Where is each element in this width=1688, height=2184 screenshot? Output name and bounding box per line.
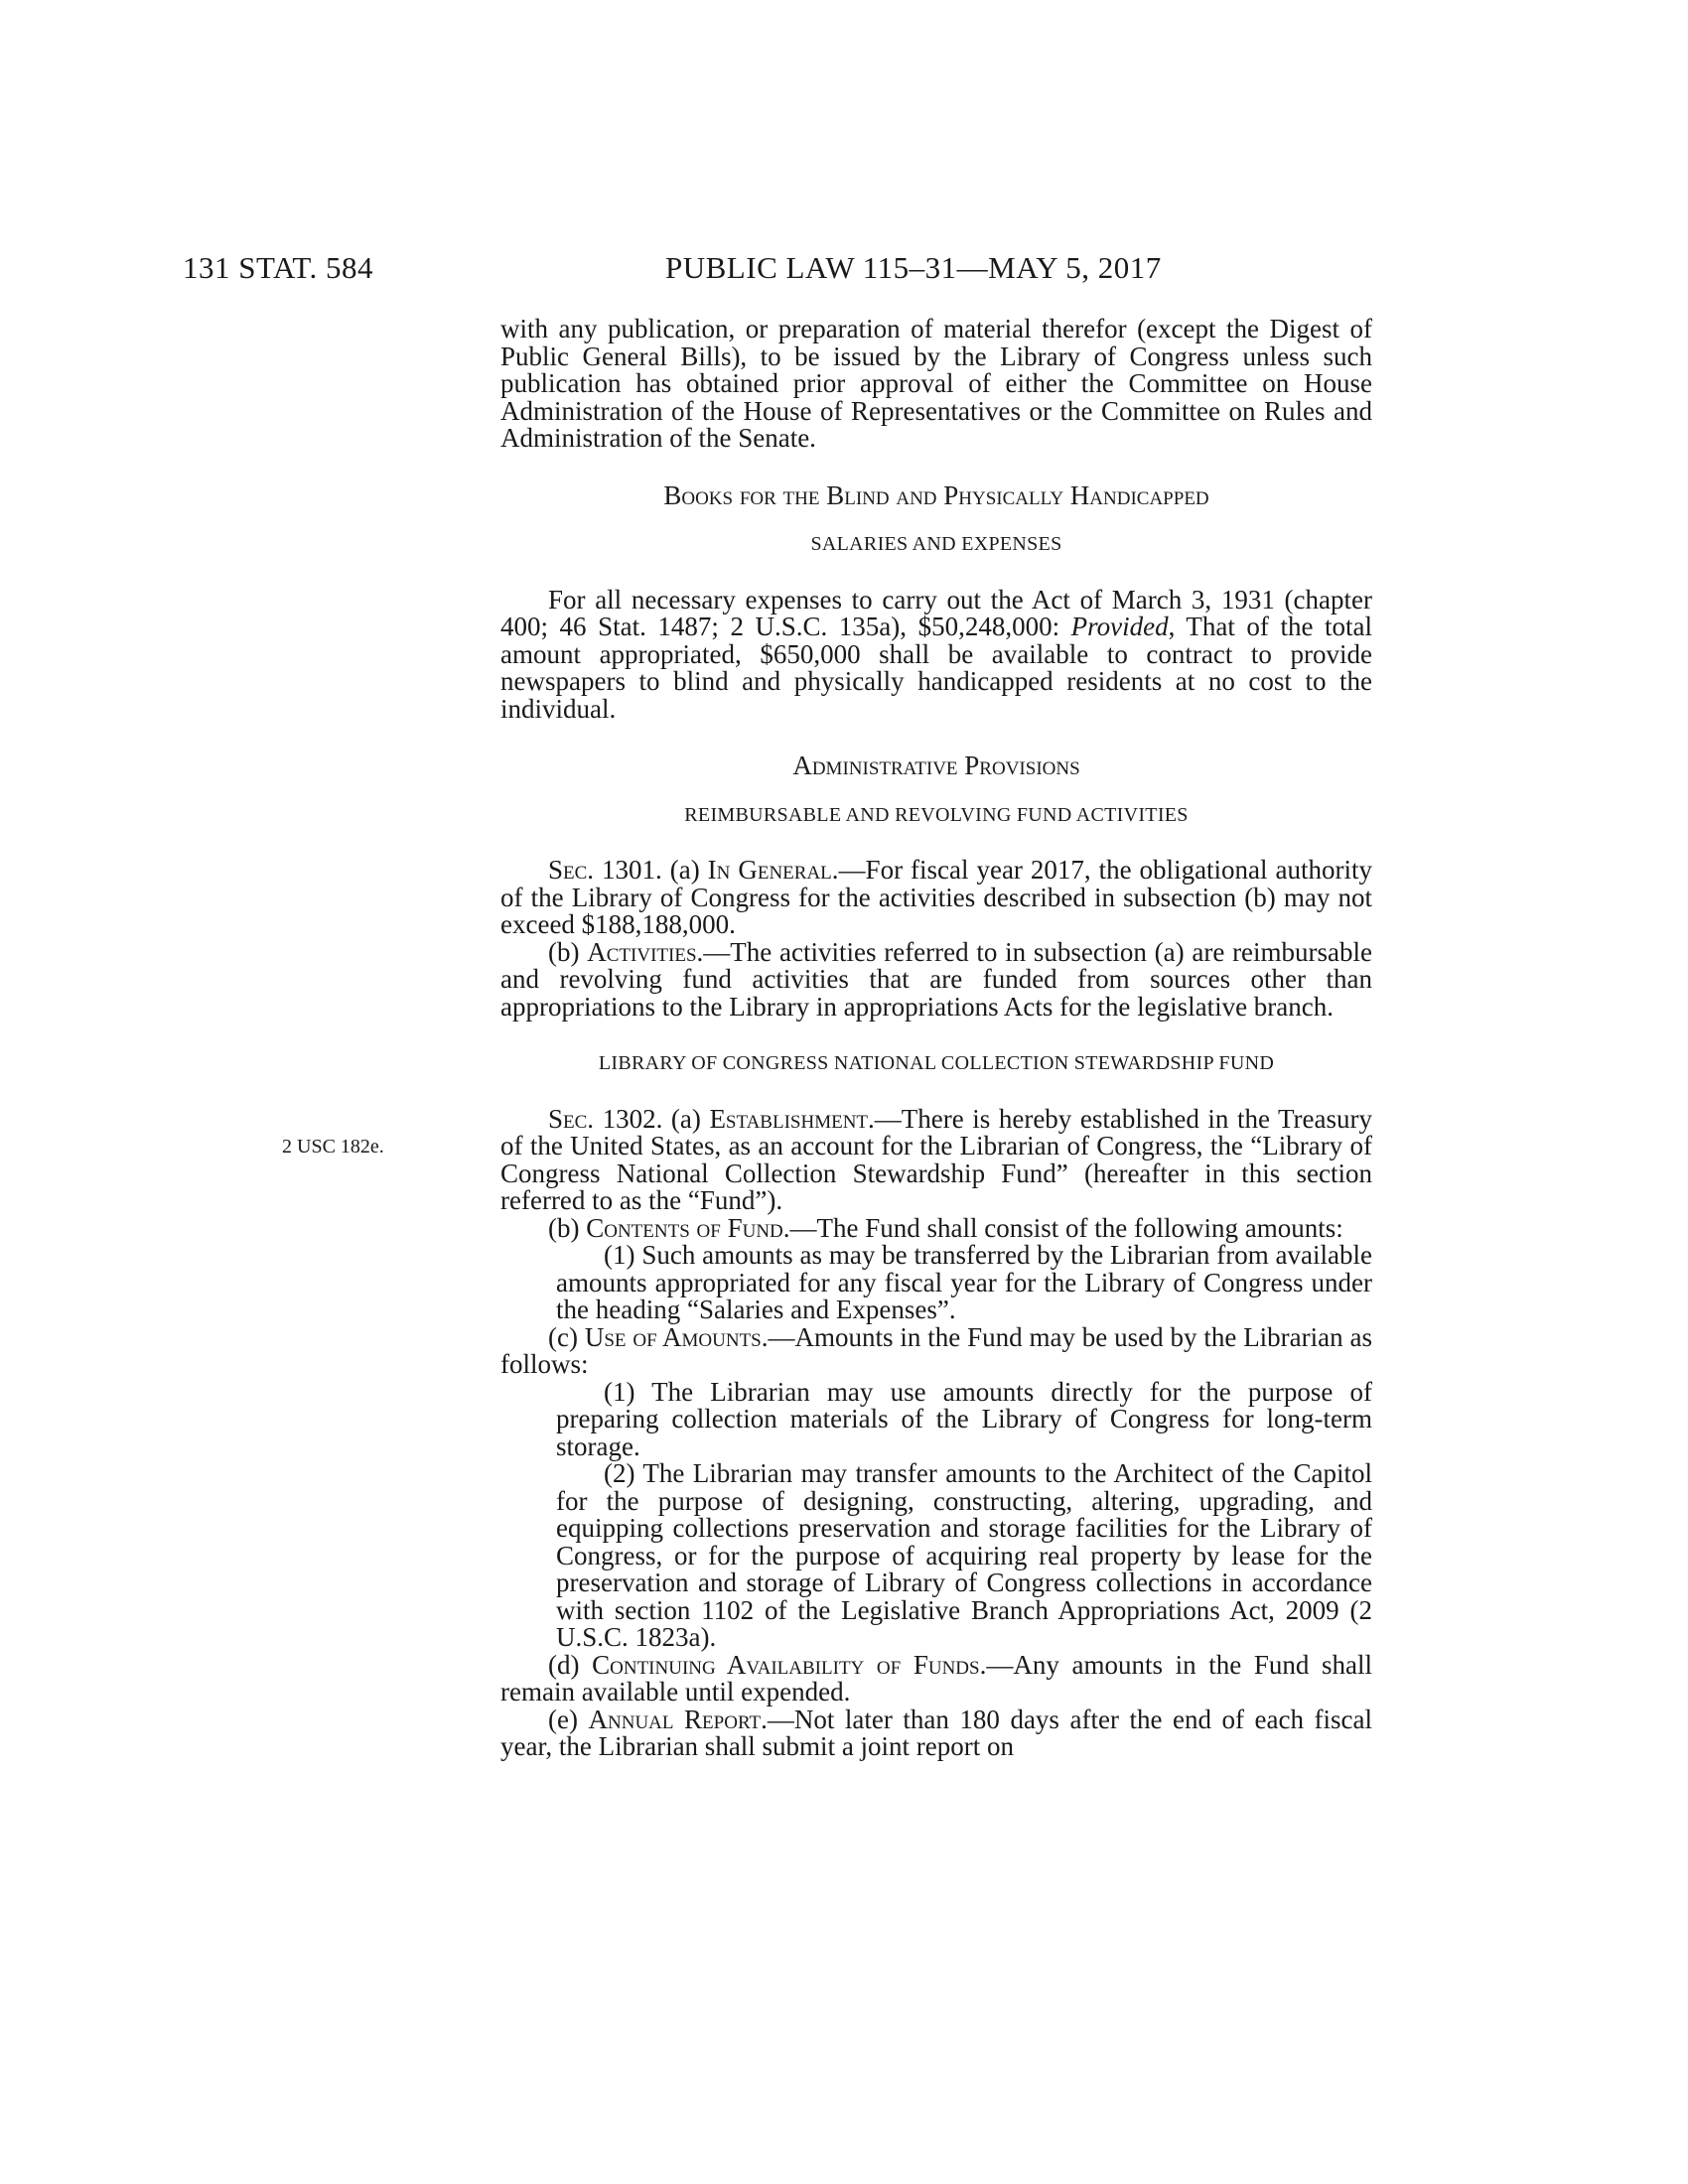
page-header-stat: 131 STAT. 584: [183, 250, 374, 285]
books-proviso: Provided: [1070, 612, 1169, 641]
sec1302-c-prefix: (c): [548, 1321, 585, 1352]
sec1302-c-caption: Use of Amounts: [584, 1321, 762, 1352]
sec1301-a-prefix: 1301. (a): [594, 855, 708, 885]
sec1302-b-caption: Contents of Fund: [586, 1212, 783, 1243]
sec1301-a-caption: In General: [707, 855, 832, 885]
sec1302-b: [500, 1212, 1372, 1243]
sec1302-c-text: .—Amounts in the Fund may be used by the Librarian as follows:: [500, 1321, 1372, 1379]
sec1301-b-prefix: (b): [548, 936, 588, 967]
sec1302-d: [500, 1649, 1372, 1706]
fund-heading: LIBRARY OF CONGRESS NATIONAL COLLECTION STEWARDSHIP FUND: [598, 1052, 1275, 1074]
admin-heading: Administrative Provisions: [792, 751, 1080, 780]
sec1302-a-prefix: 1302. (a): [594, 1103, 710, 1134]
sec1301-a: [500, 857, 1372, 939]
sec1301-b-text: .—The activities referred to in subsection (a) are reimbursable and revolving fund activities that are funded from sources other than appropriations to the Library in appropriations Acts for the legislative branch.: [500, 936, 1373, 1022]
opening-paragraph: with any publication, or preparation of material therefor (except the Digest of Public General Bills), to be issued by the Library of Congress unless such publication has obtained prior approval of either the Committee on House Administration of the House of Representatives or the Committee on Rules and Administration of the Senate.: [500, 314, 1372, 453]
sec1302-b-text: .—The Fund shall consist of the following amounts:: [782, 1212, 1343, 1243]
margin-note: 2 USC 182e.: [282, 1136, 384, 1158]
sec1302-e: [500, 1706, 1372, 1761]
sec1302-c2: (2) The Librarian may transfer amounts to the Architect of the Capitol for the purpose of designing, constructing, altering, upgrading, and equipping collections preservation and storage facilities for the Library of Congress, or for the purpose of acquiring real property by lease for the preservation and storage of Library of Congress collections in accordance with section 1102 of the Legislative Branch Appropriations Act, 2009 (2 U.S.C. 1823a).: [556, 1458, 1372, 1652]
books-text-2: , That of the total amount appropriated, $650,000 shall be available to contract to provide newspapers to blind and physically handicapped residents at no cost to the individual.: [500, 612, 1372, 724]
sec1302-b-prefix: (b): [548, 1212, 587, 1243]
sec1301-b: [500, 936, 1373, 1022]
body-column: [500, 316, 1372, 1761]
sec1302-a-text: .—There is hereby established in the Treasury of the United States, as an account for the Librarian of Congress, the “Library of Congress National Collection Stewardship Fund” (hereafter in this section referred to as the “Fund”).: [500, 1103, 1373, 1215]
sec1302-c: [500, 1321, 1372, 1379]
sec1302-b1: (1) Such amounts as may be transferred by the Librarian from available amounts appropriated for any fiscal year for the Library of Congress under the heading “Salaries and Expenses”.: [556, 1240, 1372, 1324]
sec1302-c1: (1) The Librarian may use amounts directly for the purpose of preparing collection materials of the Library of Congress for long-term storage.: [556, 1376, 1372, 1461]
sec1302-e-caption: Annual Report: [588, 1704, 762, 1734]
sec1302-a-caption: Establishment: [709, 1103, 869, 1134]
books-heading: Books for the Blind and Physically Handicapped: [663, 479, 1209, 510]
sec1301-a-text: .—For fiscal year 2017, the obligational authority of the Library of Congress for the activities described in subsection (b) may not exceed $188,188,000.: [500, 855, 1372, 939]
sec1301-b-caption: Activities: [587, 936, 697, 967]
sec1301-label: Sec.: [548, 855, 595, 885]
page-header-title: PUBLIC LAW 115–31—MAY 5, 2017: [665, 250, 1162, 285]
books-paragraph: [500, 584, 1372, 724]
sec1302-d-text: .—Any amounts in the Fund shall remain available until expended.: [500, 1649, 1372, 1706]
sec1302-d-caption: Continuing Availability of Funds: [592, 1649, 980, 1680]
books-subheading: SALARIES AND EXPENSES: [810, 533, 1062, 555]
sec1302-label: Sec.: [548, 1103, 595, 1134]
books-text-1: For all necessary expenses to carry out the Act of March 3, 1931 (chapter 400; 46 Stat. 1487; 2 U.S.C. 135a), $50,248,000:: [500, 584, 1372, 641]
admin-subheading: REIMBURSABLE AND REVOLVING FUND ACTIVITIES: [684, 803, 1189, 826]
sec1302-a: [500, 1103, 1373, 1215]
sec1302-e-prefix: (e): [548, 1704, 589, 1734]
sec1302-d-prefix: (d): [548, 1649, 593, 1680]
sec1302-e-text: .—Not later than 180 days after the end of each fiscal year, the Librarian shall submit a joint report on: [500, 1704, 1373, 1761]
